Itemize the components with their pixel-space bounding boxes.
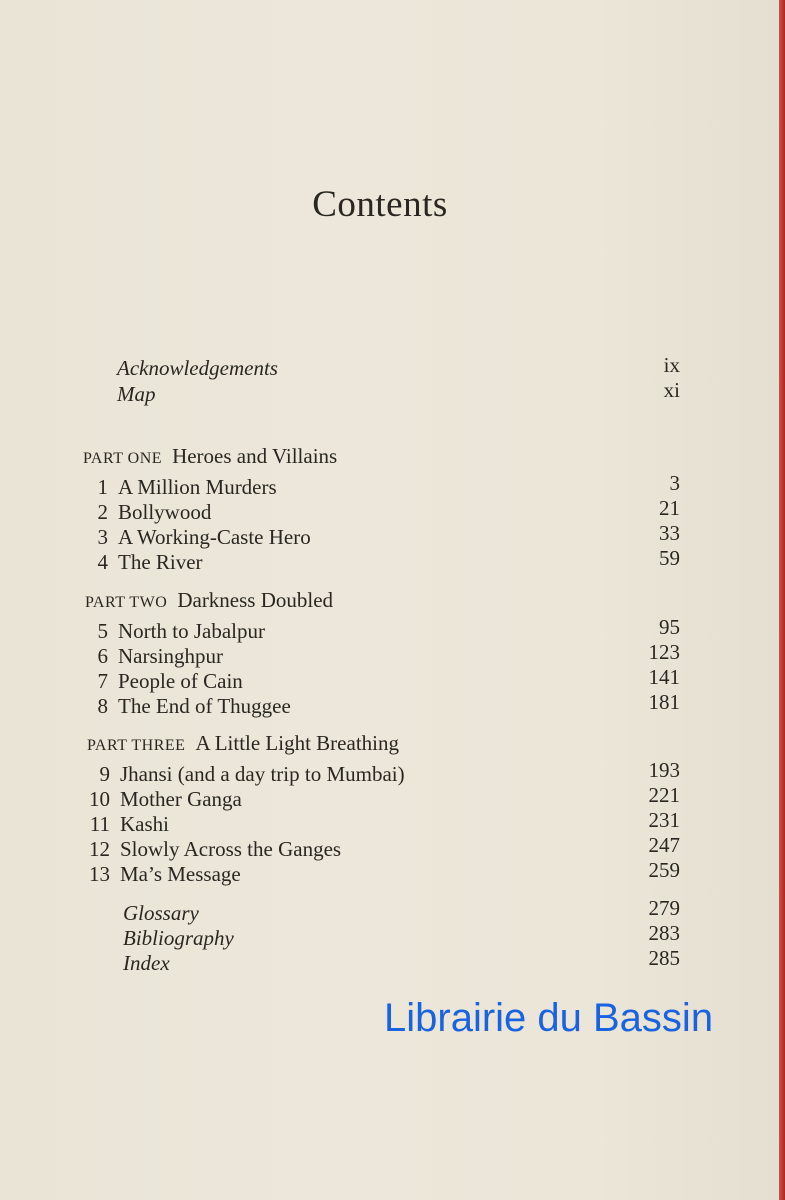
chapter-title: North to Jabalpur bbox=[118, 619, 265, 643]
back-matter-page: 285 bbox=[648, 946, 680, 970]
part-heading bbox=[83, 443, 337, 469]
toc-entry bbox=[82, 786, 462, 812]
chapter-page: 231 bbox=[648, 808, 680, 832]
chapter-number: 2 bbox=[97, 500, 108, 524]
chapter-title: Narsinghpur bbox=[118, 644, 223, 668]
chapter-title: Mother Ganga bbox=[120, 787, 242, 811]
watermark-text: Librairie du Bassin bbox=[384, 996, 714, 1040]
part-label: PART TWO bbox=[85, 594, 168, 611]
chapter-title: Ma’s Message bbox=[120, 862, 241, 886]
chapter-title: Bollywood bbox=[118, 500, 212, 524]
chapter-title: The River bbox=[118, 550, 203, 574]
chapter-title: The End of Thuggee bbox=[118, 694, 291, 718]
toc-entry bbox=[82, 836, 462, 862]
chapter-number: 12 bbox=[89, 837, 110, 861]
back-matter-page: 283 bbox=[648, 921, 680, 945]
toc-entry bbox=[80, 474, 380, 500]
toc-entry bbox=[80, 618, 380, 644]
part-label: PART ONE bbox=[83, 450, 163, 467]
chapter-number: 5 bbox=[97, 619, 108, 643]
chapter-title: People of Cain bbox=[118, 669, 243, 693]
chapter-title: Slowly Across the Ganges bbox=[120, 837, 342, 861]
front-matter-page: xi bbox=[663, 378, 680, 402]
chapter-number: 1 bbox=[97, 475, 108, 499]
chapter-page: 123 bbox=[648, 640, 680, 664]
front-matter-acknowledgements: Acknowledgements bbox=[117, 356, 278, 380]
toc-entry bbox=[80, 549, 380, 575]
part-title: Heroes and Villains bbox=[172, 444, 338, 468]
front-matter-map: Map bbox=[117, 382, 156, 406]
chapter-number: 9 bbox=[99, 762, 110, 786]
chapter-page: 33 bbox=[659, 521, 680, 545]
back-matter-index: Index bbox=[123, 951, 170, 975]
chapter-number: 3 bbox=[97, 525, 108, 549]
part-title: A Little Light Breathing bbox=[195, 731, 399, 755]
page-title: Contents bbox=[312, 184, 448, 225]
chapter-number: 8 bbox=[97, 694, 108, 718]
part-title: Darkness Doubled bbox=[177, 588, 334, 612]
chapter-title: A Million Murders bbox=[118, 475, 277, 499]
chapter-title: A Working-Caste Hero bbox=[118, 525, 311, 549]
toc-entry bbox=[80, 524, 380, 550]
part-label: PART THREE bbox=[87, 737, 186, 754]
chapter-number: 7 bbox=[97, 669, 108, 693]
back-matter-page: 279 bbox=[648, 896, 680, 920]
back-matter-bibliography: Bibliography bbox=[123, 926, 234, 950]
toc-entry bbox=[80, 499, 380, 525]
front-matter-page: ix bbox=[663, 353, 680, 377]
chapter-page: 181 bbox=[648, 690, 680, 714]
chapter-number: 6 bbox=[97, 644, 108, 668]
page-edge bbox=[779, 0, 785, 1200]
chapter-number: 10 bbox=[89, 787, 110, 811]
toc-entry bbox=[82, 761, 462, 787]
toc-entry bbox=[82, 811, 462, 837]
chapter-page: 247 bbox=[648, 833, 680, 857]
part-heading bbox=[85, 587, 333, 613]
chapter-title: Kashi bbox=[120, 812, 169, 836]
toc-entry bbox=[80, 693, 380, 719]
toc-entry bbox=[80, 668, 380, 694]
chapter-number: 11 bbox=[89, 812, 110, 836]
chapter-page: 3 bbox=[669, 471, 680, 495]
chapter-page: 259 bbox=[648, 858, 680, 882]
chapter-page: 221 bbox=[648, 783, 680, 807]
back-matter-glossary: Glossary bbox=[123, 901, 199, 925]
toc-entry bbox=[82, 861, 462, 887]
chapter-title: Jhansi (and a day trip to Mumbai) bbox=[120, 762, 405, 786]
toc-entry bbox=[80, 643, 380, 669]
chapter-page: 59 bbox=[659, 546, 680, 570]
chapter-page: 193 bbox=[648, 758, 680, 782]
chapter-page: 95 bbox=[659, 615, 680, 639]
chapter-page: 141 bbox=[648, 665, 680, 689]
chapter-number: 4 bbox=[97, 550, 108, 574]
chapter-number: 13 bbox=[89, 862, 110, 886]
chapter-page: 21 bbox=[659, 496, 680, 520]
part-heading bbox=[87, 730, 399, 756]
